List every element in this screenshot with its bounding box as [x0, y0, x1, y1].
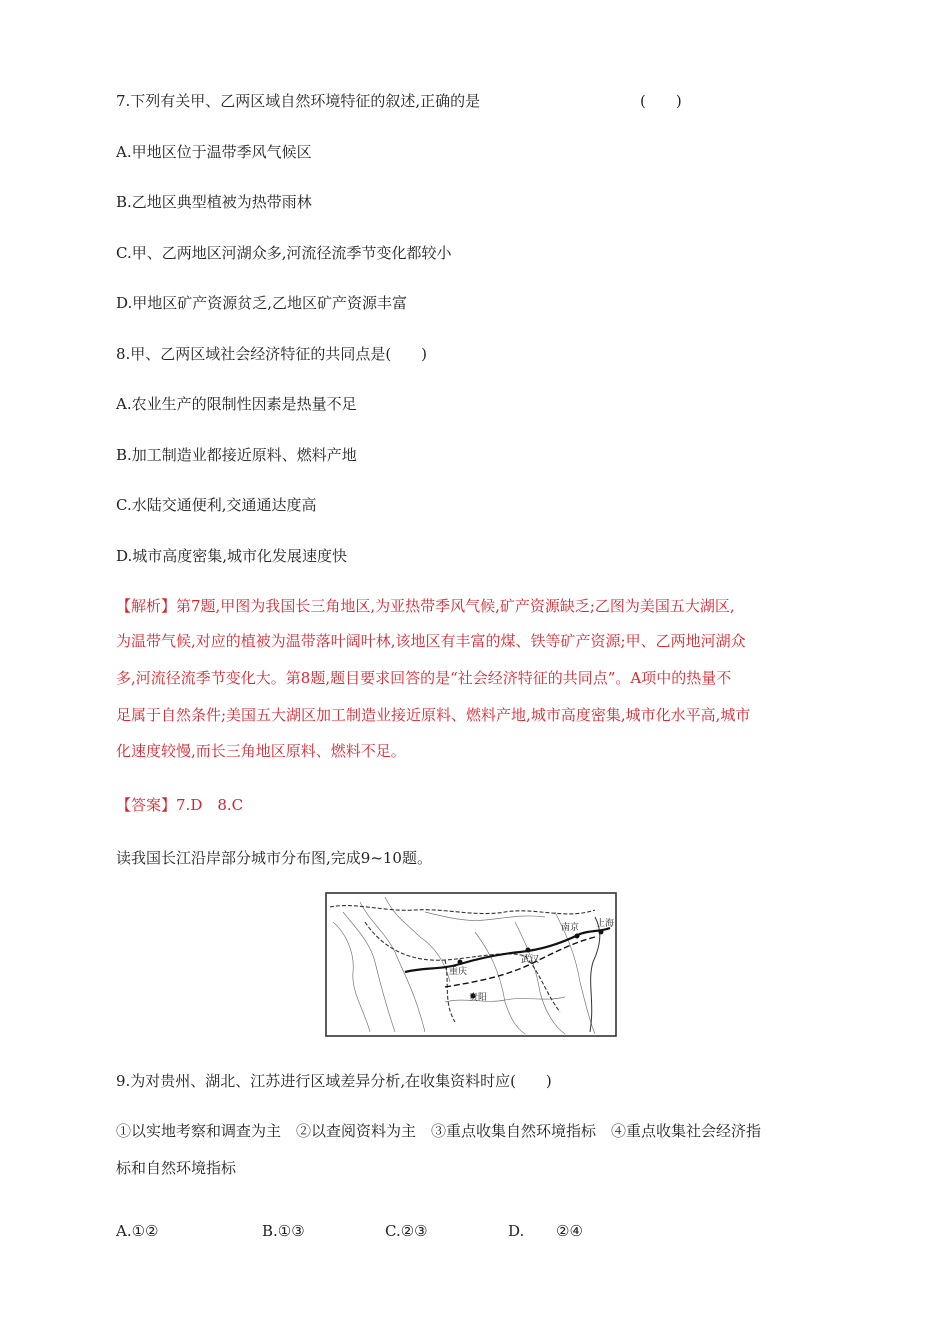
answer-line	[116, 795, 243, 815]
city-label-nanjing: 南京	[561, 923, 580, 933]
answer-label: 【答案】	[116, 796, 177, 814]
q7-option-b: B.乙地区典型植被为热带雨林	[116, 193, 312, 211]
q7-option-d: D.甲地区矿产资源贫乏,乙地区矿产资源丰富	[116, 294, 408, 312]
q7-stem: 7.下列有关甲、乙两区域自然环境特征的叙述,正确的是	[116, 92, 481, 110]
analysis-line-1: 【解析】第7题,甲图为我国长三角地区,为亚热带季风气候,矿产资源缺乏;乙图为美国五大湖区,	[116, 597, 735, 615]
analysis-line-2: 为温带气候,对应的植被为温带落叶阔叶林,该地区有丰富的煤、铁等矿产资源;甲、乙两地河湖众	[116, 632, 746, 650]
city-label-shanghai: 上海	[596, 919, 615, 929]
analysis-line-3: 多,河流径流季节变化大。第8题,题目要求回答的是“社会经济特征的共同点”。A项中的热量不	[116, 669, 732, 687]
city-label-guiyang: 贵阳	[469, 993, 488, 1003]
yangtze-city-map	[325, 892, 617, 1037]
q9-statement-line-2: 标和自然环境指标	[116, 1159, 237, 1177]
q9-option-d: D.	[508, 1222, 525, 1240]
q7-option-c: C.甲、乙两地区河湖众多,河流径流季节变化都较小	[116, 244, 452, 262]
chongqing-marker	[458, 960, 463, 965]
shanghai-marker	[599, 930, 604, 935]
map-intro: 读我国长江沿岸部分城市分布图,完成9~10题。	[116, 849, 432, 867]
analysis-line-4: 足属于自然条件;美国五大湖区加工制造业接近原料、燃料产地,城市高度密集,城市化水平高,城市	[116, 706, 751, 724]
q7-option-a: A.甲地区位于温带季风气候区	[116, 143, 312, 161]
q9-statement-line-1: ①以实地考察和调查为主 ②以查阅资料为主 ③重点收集自然环境指标 ④重点收集社会经济指	[116, 1122, 762, 1140]
q8-option-d: D.城市高度密集,城市化发展速度快	[116, 547, 348, 565]
q9-option-c: C.②③	[385, 1222, 428, 1240]
city-label-wuhan: 武汉	[521, 955, 540, 965]
q9-option-d-value: ②④	[556, 1222, 583, 1240]
q7-answer-bracket: ( )	[640, 92, 682, 110]
q9-option-b: B.①③	[262, 1222, 305, 1240]
city-label-chongqing: 重庆	[449, 967, 468, 977]
q8-stem: 8.甲、乙两区域社会经济特征的共同点是( )	[116, 345, 428, 363]
q9-stem: 9.为对贵州、湖北、江苏进行区域差异分析,在收集资料时应( )	[116, 1072, 552, 1090]
wuhan-marker	[526, 948, 531, 953]
q9-option-a: A.①②	[116, 1222, 159, 1240]
q8-option-b: B.加工制造业都接近原料、燃料产地	[116, 446, 357, 464]
q8-option-c: C.水陆交通便利,交通通达度高	[116, 496, 317, 514]
answer-value: 7.D 8.C	[176, 796, 244, 814]
analysis-line-5: 化速度较慢,而长三角地区原料、燃料不足。	[116, 742, 406, 760]
nanjing-marker	[575, 934, 580, 939]
q8-option-a: A.农业生产的限制性因素是热量不足	[116, 395, 357, 413]
